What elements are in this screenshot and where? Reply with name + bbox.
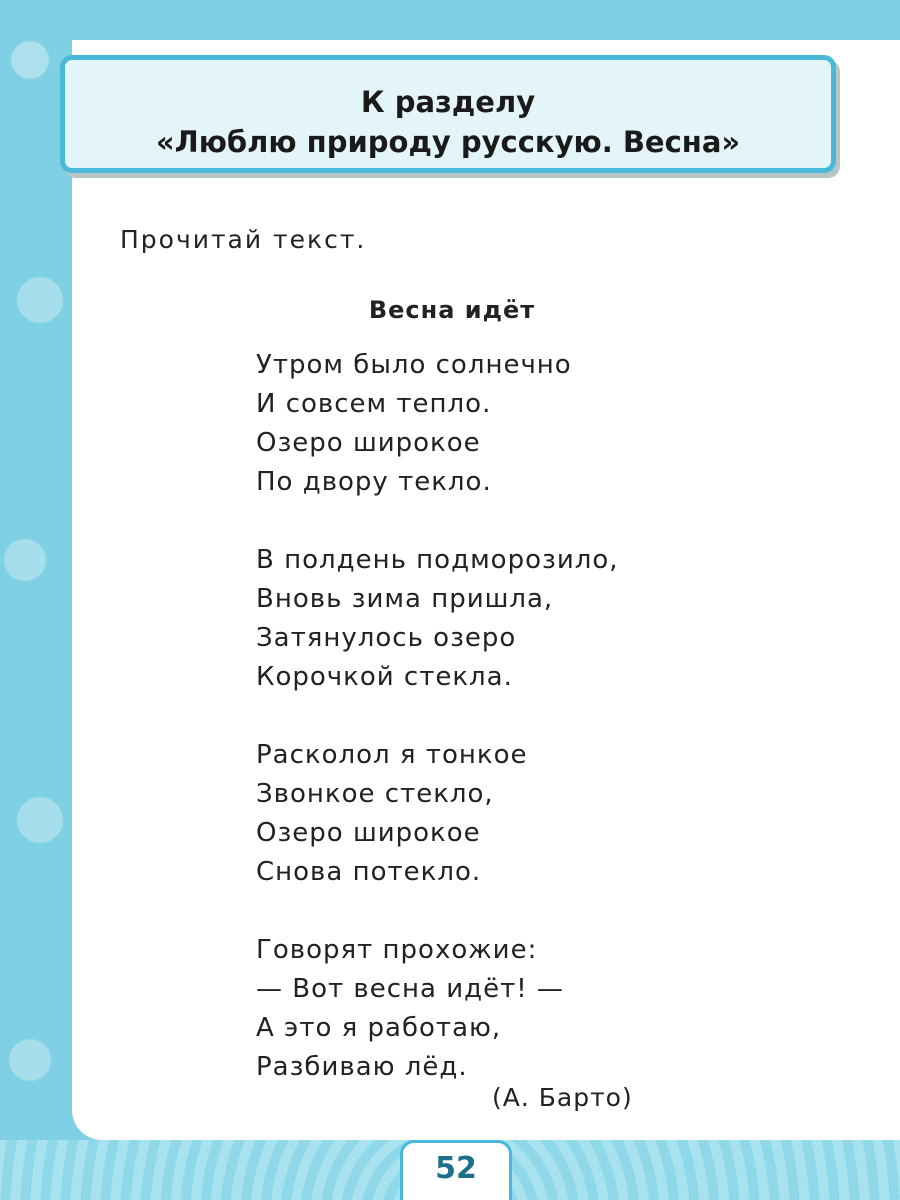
section-title-line2: «Люблю природу русскую. Весна»	[155, 125, 741, 159]
poem-line: Снова потекло.	[256, 857, 482, 887]
poem-stanza	[256, 736, 619, 892]
section-title-line1: К разделу	[360, 85, 536, 119]
poem-line: Озеро широкое	[256, 428, 481, 458]
left-margin-ornament	[0, 0, 70, 1200]
poem-title: Весна идёт	[368, 296, 536, 324]
poem-line: А это я работаю,	[256, 1013, 502, 1043]
instruction-text: Прочитай текст.	[120, 225, 367, 254]
poem-line: В полдень подморозило,	[256, 545, 619, 575]
page-number-tab	[400, 1140, 512, 1200]
page-number: 52	[435, 1151, 477, 1186]
poem-stanza	[256, 541, 619, 697]
section-title-box	[60, 55, 836, 173]
poem-line: Говорят прохожие:	[256, 935, 538, 965]
poem-line: Затянулось озеро	[256, 623, 517, 653]
poem-line: Разбиваю лёд.	[256, 1052, 468, 1082]
poem-author: (А. Барто)	[492, 1083, 633, 1112]
poem-line: Озеро широкое	[256, 818, 481, 848]
poem-stanza	[256, 931, 619, 1087]
poem-line: Утром было солнечно	[256, 350, 572, 380]
poem-line: — Вот весна идёт! —	[256, 974, 564, 1004]
poem-line: Вновь зима пришла,	[256, 584, 554, 614]
poem-line: Корочкой стекла.	[256, 662, 513, 692]
poem-line: И совсем тепло.	[256, 389, 492, 419]
poem-line: Звонкое стекло,	[256, 779, 494, 809]
poem-line: По двору текло.	[256, 467, 492, 497]
poem-stanza	[256, 346, 619, 502]
poem-body	[256, 346, 619, 1126]
poem-line: Расколол я тонкое	[256, 740, 528, 770]
